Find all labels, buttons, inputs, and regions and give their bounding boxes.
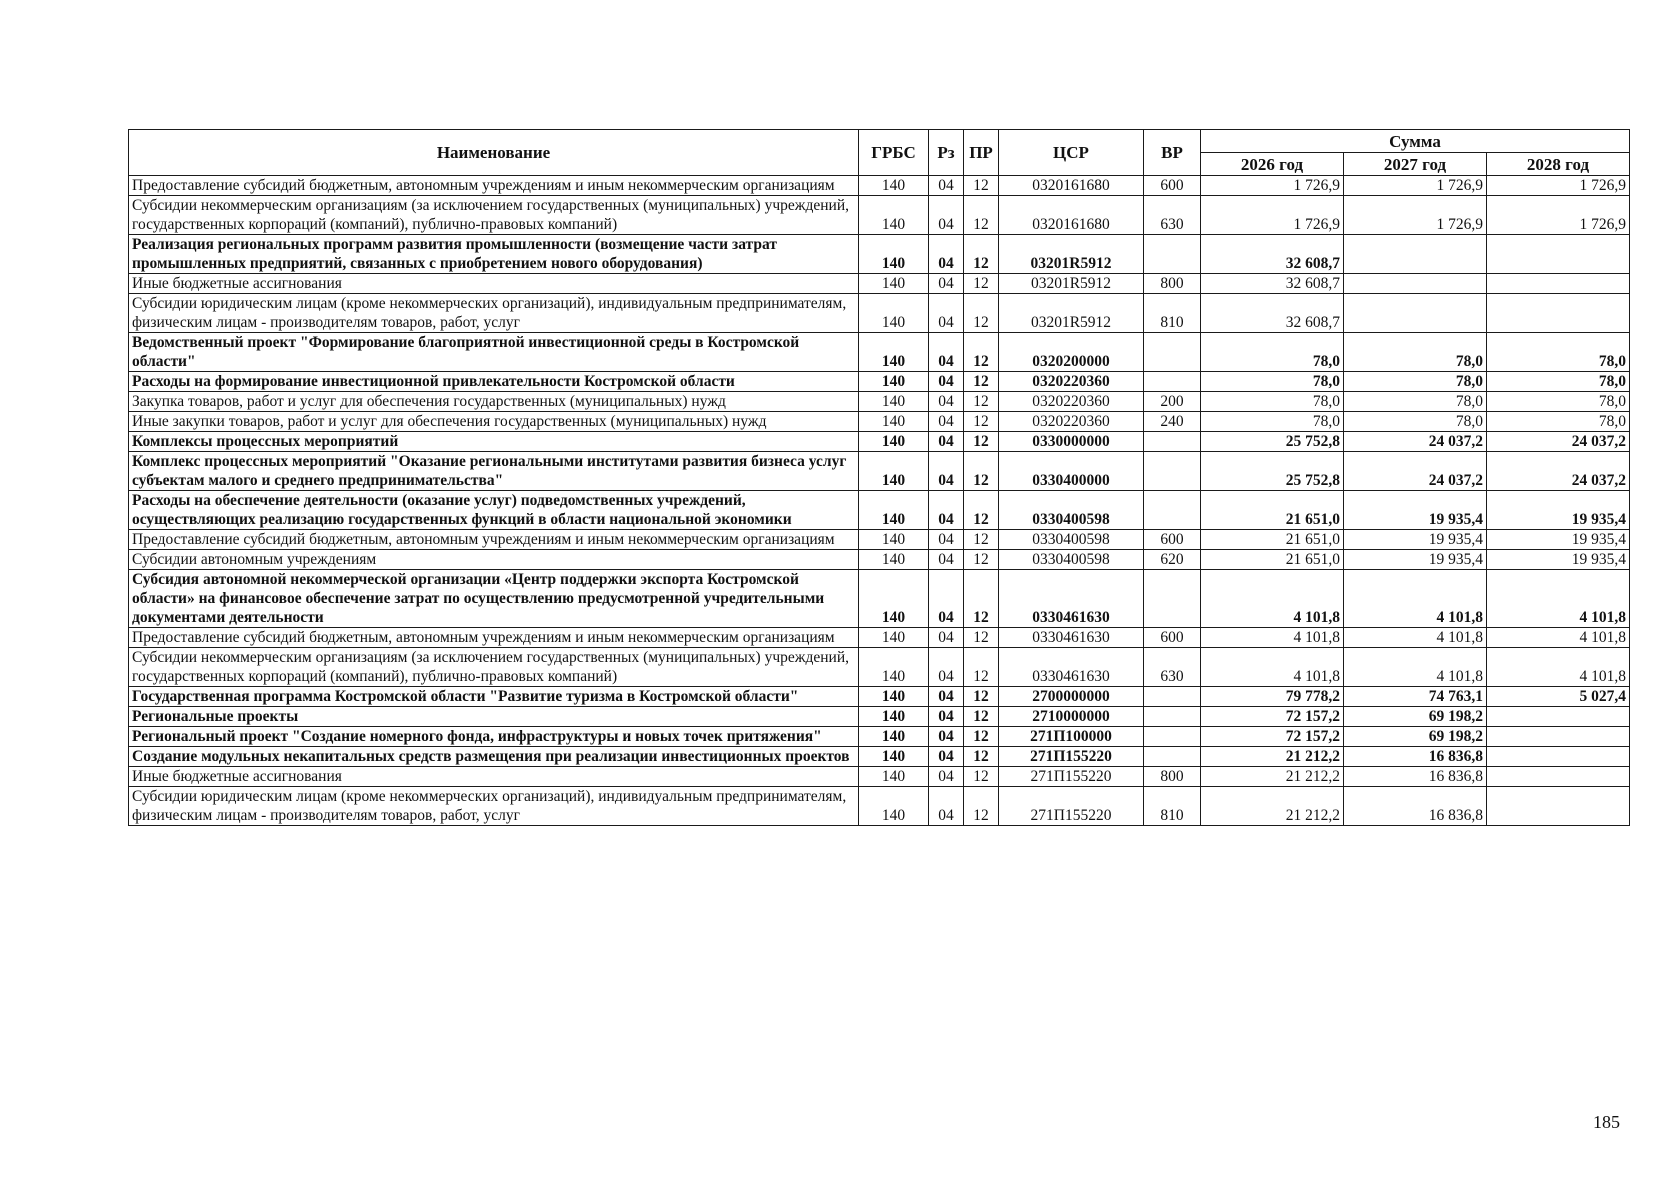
cell-2028: 24 037,2 [1487,452,1630,491]
cell-pr: 12 [964,294,999,333]
cell-name: Иные бюджетные ассигнования [129,274,859,294]
cell-2026: 78,0 [1201,392,1344,412]
cell-2027: 19 935,4 [1344,491,1487,530]
cell-2026: 32 608,7 [1201,294,1344,333]
cell-2028: 78,0 [1487,412,1630,432]
cell-csr: 0320220360 [999,412,1144,432]
table-row [129,628,1630,648]
cell-vr [1144,333,1201,372]
cell-2028 [1487,235,1630,274]
cell-pr: 12 [964,648,999,687]
cell-2027: 1 726,9 [1344,176,1487,196]
table-row [129,452,1630,491]
cell-csr: 271П155220 [999,747,1144,767]
header-name: Наименование [129,130,859,176]
cell-grbs: 140 [859,176,929,196]
header-rz: Рз [929,130,964,176]
cell-pr: 12 [964,432,999,452]
header-csr: ЦСР [999,130,1144,176]
cell-2028 [1487,727,1630,747]
cell-2026: 72 157,2 [1201,707,1344,727]
cell-rz: 04 [929,550,964,570]
cell-name: Субсидии некоммерческим организациям (за исключением государственных (муниципальных) учреждений, государственных корпораций (компаний), публично-правовых компаний) [129,196,859,235]
cell-grbs: 140 [859,687,929,707]
cell-name: Региональный проект "Создание номерного фонда, инфраструктуры и новых точек притяжения" [129,727,859,747]
cell-2026: 78,0 [1201,372,1344,392]
cell-2028: 5 027,4 [1487,687,1630,707]
cell-grbs: 140 [859,648,929,687]
cell-rz: 04 [929,372,964,392]
cell-2026: 1 726,9 [1201,176,1344,196]
cell-grbs: 140 [859,727,929,747]
cell-csr: 271П155220 [999,787,1144,826]
table-row [129,333,1630,372]
cell-2027: 69 198,2 [1344,727,1487,747]
table-row [129,412,1630,432]
table-row [129,196,1630,235]
cell-rz: 04 [929,452,964,491]
cell-vr: 600 [1144,530,1201,550]
cell-2028: 1 726,9 [1487,196,1630,235]
cell-rz: 04 [929,767,964,787]
cell-2026: 21 212,2 [1201,767,1344,787]
cell-rz: 04 [929,707,964,727]
cell-pr: 12 [964,176,999,196]
cell-2026: 21 651,0 [1201,491,1344,530]
cell-rz: 04 [929,196,964,235]
cell-pr: 12 [964,530,999,550]
cell-vr: 810 [1144,294,1201,333]
cell-csr: 03201R5912 [999,274,1144,294]
cell-name: Субсидии автономным учреждениям [129,550,859,570]
table-row [129,372,1630,392]
cell-name: Реализация региональных программ развития промышленности (возмещение части затрат промышленных предприятий, связанных с приобретением нового оборудования) [129,235,859,274]
cell-2026: 25 752,8 [1201,452,1344,491]
header-2028: 2028 год [1487,153,1630,176]
cell-pr: 12 [964,550,999,570]
cell-2027: 24 037,2 [1344,452,1487,491]
cell-2027: 78,0 [1344,412,1487,432]
cell-2026: 21 651,0 [1201,530,1344,550]
cell-vr: 800 [1144,274,1201,294]
table-row [129,648,1630,687]
cell-2027: 4 101,8 [1344,648,1487,687]
header-2026: 2026 год [1201,153,1344,176]
cell-pr: 12 [964,767,999,787]
cell-rz: 04 [929,235,964,274]
cell-vr: 600 [1144,176,1201,196]
cell-pr: 12 [964,747,999,767]
cell-pr: 12 [964,392,999,412]
cell-name: Субсидия автономной некоммерческой организации «Центр поддержки экспорта Костромской области» на финансовое обеспечение затрат по осуществлению предусмотренной учредительными документами деятельности [129,570,859,628]
cell-2026: 21 212,2 [1201,787,1344,826]
header-vr: ВР [1144,130,1201,176]
cell-name: Субсидии юридическим лицам (кроме некоммерческих организаций), индивидуальным предпринимателям, физическим лицам - производителям товаров, работ, услуг [129,294,859,333]
table-row [129,787,1630,826]
cell-2027: 4 101,8 [1344,570,1487,628]
cell-pr: 12 [964,707,999,727]
header-grbs: ГРБС [859,130,929,176]
cell-2028: 4 101,8 [1487,648,1630,687]
cell-2027: 1 726,9 [1344,196,1487,235]
cell-2028 [1487,747,1630,767]
table-row [129,687,1630,707]
cell-grbs: 140 [859,452,929,491]
cell-2027: 16 836,8 [1344,787,1487,826]
cell-grbs: 140 [859,432,929,452]
cell-rz: 04 [929,747,964,767]
cell-2028: 19 935,4 [1487,530,1630,550]
table-header [129,130,1630,176]
cell-2028 [1487,767,1630,787]
cell-grbs: 140 [859,707,929,727]
cell-vr [1144,747,1201,767]
cell-pr: 12 [964,787,999,826]
cell-rz: 04 [929,570,964,628]
cell-csr: 0320161680 [999,196,1144,235]
cell-name: Региональные проекты [129,707,859,727]
cell-pr: 12 [964,570,999,628]
cell-2027 [1344,294,1487,333]
cell-2026: 25 752,8 [1201,432,1344,452]
page-number: 185 [1593,1112,1620,1132]
cell-name: Иные бюджетные ассигнования [129,767,859,787]
cell-rz: 04 [929,432,964,452]
cell-csr: 0330000000 [999,432,1144,452]
cell-2028: 1 726,9 [1487,176,1630,196]
cell-grbs: 140 [859,333,929,372]
cell-grbs: 140 [859,628,929,648]
cell-pr: 12 [964,628,999,648]
cell-2028 [1487,294,1630,333]
cell-rz: 04 [929,530,964,550]
table-row [129,432,1630,452]
cell-vr [1144,432,1201,452]
cell-2028 [1487,707,1630,727]
table-row [129,294,1630,333]
cell-2027: 19 935,4 [1344,530,1487,550]
cell-grbs: 140 [859,372,929,392]
cell-csr: 0330461630 [999,628,1144,648]
cell-2026: 21 212,2 [1201,747,1344,767]
cell-rz: 04 [929,333,964,372]
cell-grbs: 140 [859,530,929,550]
cell-2026: 4 101,8 [1201,648,1344,687]
cell-csr: 0330400000 [999,452,1144,491]
cell-csr: 03201R5912 [999,235,1144,274]
cell-csr: 2710000000 [999,707,1144,727]
cell-2028: 4 101,8 [1487,628,1630,648]
cell-csr: 03201R5912 [999,294,1144,333]
cell-name: Расходы на обеспечение деятельности (оказание услуг) подведомственных учреждений, осуществляющих реализацию государственных функций в области национальной экономики [129,491,859,530]
cell-pr: 12 [964,412,999,432]
cell-vr [1144,727,1201,747]
cell-vr: 630 [1144,196,1201,235]
cell-pr: 12 [964,196,999,235]
cell-name: Расходы на формирование инвестиционной привлекательности Костромской области [129,372,859,392]
cell-name: Предоставление субсидий бюджетным, автономным учреждениям и иным некоммерческим организациям [129,628,859,648]
cell-grbs: 140 [859,196,929,235]
cell-grbs: 140 [859,235,929,274]
cell-2026: 78,0 [1201,333,1344,372]
cell-grbs: 140 [859,787,929,826]
header-sum: Сумма [1201,130,1630,153]
table-row [129,570,1630,628]
cell-rz: 04 [929,176,964,196]
cell-csr: 0320200000 [999,333,1144,372]
cell-csr: 0330400598 [999,491,1144,530]
cell-rz: 04 [929,294,964,333]
cell-2027: 78,0 [1344,333,1487,372]
cell-2027: 74 763,1 [1344,687,1487,707]
cell-csr: 0320220360 [999,392,1144,412]
cell-2026: 4 101,8 [1201,628,1344,648]
cell-2028: 78,0 [1487,372,1630,392]
cell-csr: 0330400598 [999,550,1144,570]
cell-rz: 04 [929,687,964,707]
cell-2026: 32 608,7 [1201,235,1344,274]
cell-2026: 21 651,0 [1201,550,1344,570]
table-row [129,235,1630,274]
cell-csr: 2700000000 [999,687,1144,707]
cell-vr: 200 [1144,392,1201,412]
cell-vr: 810 [1144,787,1201,826]
cell-name: Предоставление субсидий бюджетным, автономным учреждениям и иным некоммерческим организациям [129,530,859,550]
cell-name: Закупка товаров, работ и услуг для обеспечения государственных (муниципальных) нужд [129,392,859,412]
cell-grbs: 140 [859,570,929,628]
cell-vr [1144,452,1201,491]
cell-grbs: 140 [859,491,929,530]
cell-2028: 78,0 [1487,392,1630,412]
cell-pr: 12 [964,235,999,274]
cell-pr: 12 [964,727,999,747]
cell-name: Создание модульных некапитальных средств размещения при реализации инвестиционных проектов [129,747,859,767]
cell-csr: 0330400598 [999,530,1144,550]
cell-name: Субсидии некоммерческим организациям (за исключением государственных (муниципальных) учреждений, государственных корпораций (компаний), публично-правовых компаний) [129,648,859,687]
cell-grbs: 140 [859,392,929,412]
cell-2028: 4 101,8 [1487,570,1630,628]
cell-csr: 0330461630 [999,570,1144,628]
cell-name: Комплекс процессных мероприятий "Оказание региональными институтами развития бизнеса услуг субъектам малого и среднего предпринимательства" [129,452,859,491]
cell-name: Государственная программа Костромской области "Развитие туризма в Костромской области" [129,687,859,707]
cell-csr: 271П155220 [999,767,1144,787]
table-row [129,274,1630,294]
cell-2028: 78,0 [1487,333,1630,372]
cell-2028 [1487,787,1630,826]
cell-2028: 24 037,2 [1487,432,1630,452]
cell-vr: 800 [1144,767,1201,787]
cell-name: Комплексы процессных мероприятий [129,432,859,452]
cell-2028: 19 935,4 [1487,491,1630,530]
table-row [129,491,1630,530]
cell-csr: 0320220360 [999,372,1144,392]
cell-csr: 0320161680 [999,176,1144,196]
cell-vr: 620 [1144,550,1201,570]
table-row [129,530,1630,550]
cell-rz: 04 [929,392,964,412]
cell-vr: 600 [1144,628,1201,648]
cell-rz: 04 [929,727,964,747]
cell-grbs: 140 [859,747,929,767]
cell-pr: 12 [964,452,999,491]
cell-pr: 12 [964,372,999,392]
table-row [129,707,1630,727]
cell-vr [1144,491,1201,530]
cell-vr: 630 [1144,648,1201,687]
cell-vr [1144,687,1201,707]
header-2027: 2027 год [1344,153,1487,176]
cell-pr: 12 [964,491,999,530]
table-row [129,550,1630,570]
table-body [129,176,1630,826]
cell-2026: 1 726,9 [1201,196,1344,235]
cell-2026: 32 608,7 [1201,274,1344,294]
cell-rz: 04 [929,648,964,687]
cell-rz: 04 [929,628,964,648]
cell-vr [1144,570,1201,628]
cell-vr: 240 [1144,412,1201,432]
cell-2026: 78,0 [1201,412,1344,432]
cell-name: Ведомственный проект "Формирование благоприятной инвестиционной среды в Костромской области" [129,333,859,372]
cell-name: Субсидии юридическим лицам (кроме некоммерческих организаций), индивидуальным предпринимателям, физическим лицам - производителям товаров, работ, услуг [129,787,859,826]
cell-2028: 19 935,4 [1487,550,1630,570]
cell-vr [1144,372,1201,392]
cell-rz: 04 [929,787,964,826]
cell-2027: 69 198,2 [1344,707,1487,727]
table-row [129,176,1630,196]
cell-2027: 16 836,8 [1344,747,1487,767]
cell-grbs: 140 [859,294,929,333]
cell-name: Иные закупки товаров, работ и услуг для обеспечения государственных (муниципальных) нужд [129,412,859,432]
cell-grbs: 140 [859,412,929,432]
cell-2026: 4 101,8 [1201,570,1344,628]
cell-2027 [1344,274,1487,294]
cell-vr [1144,707,1201,727]
cell-grbs: 140 [859,550,929,570]
cell-rz: 04 [929,491,964,530]
cell-2027: 78,0 [1344,392,1487,412]
cell-2028 [1487,274,1630,294]
cell-csr: 0330461630 [999,648,1144,687]
cell-rz: 04 [929,412,964,432]
cell-pr: 12 [964,333,999,372]
table-row [129,767,1630,787]
cell-2026: 79 778,2 [1201,687,1344,707]
budget-table [128,129,1630,826]
cell-pr: 12 [964,274,999,294]
cell-2027: 19 935,4 [1344,550,1487,570]
cell-grbs: 140 [859,274,929,294]
cell-2027: 78,0 [1344,372,1487,392]
cell-2027: 16 836,8 [1344,767,1487,787]
cell-2026: 72 157,2 [1201,727,1344,747]
cell-grbs: 140 [859,767,929,787]
header-pr: ПР [964,130,999,176]
table-row [129,727,1630,747]
table-row [129,747,1630,767]
cell-name: Предоставление субсидий бюджетным, автономным учреждениям и иным некоммерческим организациям [129,176,859,196]
cell-vr [1144,235,1201,274]
cell-2027: 4 101,8 [1344,628,1487,648]
cell-2027 [1344,235,1487,274]
cell-2027: 24 037,2 [1344,432,1487,452]
cell-csr: 271П100000 [999,727,1144,747]
cell-rz: 04 [929,274,964,294]
table-row [129,392,1630,412]
cell-pr: 12 [964,687,999,707]
